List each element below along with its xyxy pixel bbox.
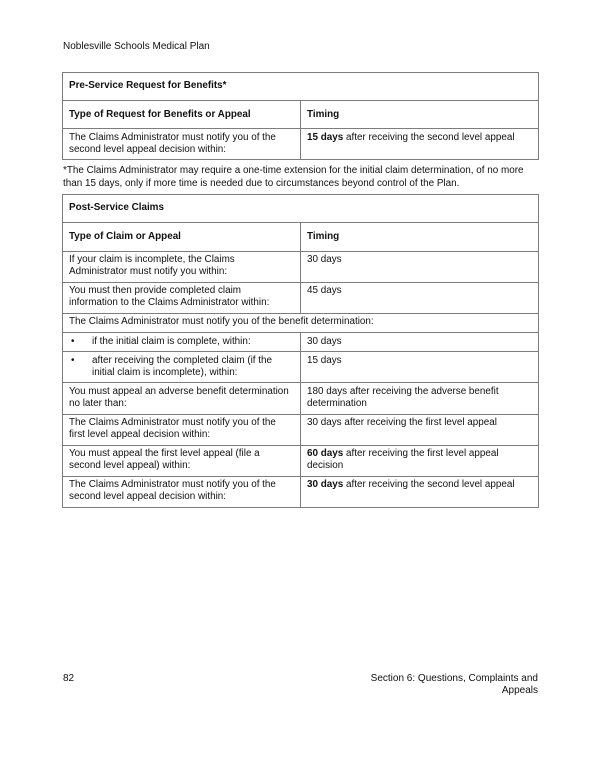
pre-service-table bbox=[62, 72, 539, 160]
timing-cell bbox=[301, 282, 539, 313]
timing-cell bbox=[301, 476, 539, 507]
table-row bbox=[63, 282, 539, 313]
row-label-cell: The Claims Administrator must notify you of the second level appeal decision within: bbox=[63, 129, 301, 160]
pre-service-table-title: Pre-Service Request for Benefits* bbox=[63, 73, 539, 101]
timing-rest-text: after receiving the first level appeal decision bbox=[307, 448, 499, 472]
timing-rest-text: 30 days after receiving the first level appeal bbox=[307, 417, 497, 428]
column-header-type: Type of Claim or Appeal bbox=[63, 223, 301, 251]
timing-rest-text: after receiving the second level appeal bbox=[343, 479, 515, 491]
row-label-cell: The Claims Administrator must notify you of the first level appeal decision within: bbox=[63, 414, 301, 445]
post-service-table bbox=[62, 194, 539, 508]
footer-section-line2: Appeals bbox=[501, 685, 538, 697]
column-header-type: Type of Request for Benefits or Appeal bbox=[63, 101, 301, 129]
table-title-row bbox=[63, 73, 539, 101]
timing-rest-text: after receiving the second level appeal bbox=[343, 131, 515, 143]
row-label-cell: You must appeal the first level appeal (file a second level appeal) within: bbox=[63, 445, 301, 476]
row-label-cell bbox=[63, 352, 301, 383]
timing-cell bbox=[301, 352, 539, 383]
timing-bold-text: 60 days bbox=[307, 448, 344, 460]
bullet-text: if the initial claim is complete, within: bbox=[92, 335, 251, 347]
bullet-line bbox=[71, 336, 294, 348]
table-row bbox=[63, 251, 539, 282]
bullet-text: after receiving the completed claim (if the initial claim is incomplete), within: bbox=[92, 354, 273, 378]
table-fullspan-row bbox=[63, 313, 539, 332]
table-header-row bbox=[63, 223, 539, 251]
bullet-marker: • bbox=[71, 354, 75, 366]
page-header-text: Noblesville Schools Medical Plan bbox=[63, 41, 210, 52]
table-bullet-row bbox=[63, 333, 539, 352]
timing-cell bbox=[301, 383, 539, 414]
bullet-line bbox=[71, 355, 294, 379]
page-body bbox=[62, 72, 538, 508]
timing-rest-text: 180 days after receiving the adverse benefit determination bbox=[307, 385, 499, 409]
table-row bbox=[63, 414, 539, 445]
timing-cell bbox=[301, 129, 539, 160]
timing-rest-text: 15 days bbox=[307, 354, 342, 366]
table-row bbox=[63, 476, 539, 507]
table-row bbox=[63, 129, 539, 160]
footer-section-title bbox=[371, 673, 538, 698]
timing-cell bbox=[301, 414, 539, 445]
table-title-row bbox=[63, 195, 539, 223]
timing-rest-text: 30 days bbox=[307, 335, 342, 347]
timing-cell bbox=[301, 251, 539, 282]
timing-rest-text: 45 days bbox=[307, 285, 342, 297]
row-label-cell bbox=[63, 333, 301, 352]
table-bullet-row bbox=[63, 352, 539, 383]
table-header-row bbox=[63, 101, 539, 129]
post-service-table-title: Post-Service Claims bbox=[63, 195, 539, 223]
footer-page-number: 82 bbox=[63, 673, 75, 684]
fullspan-label-cell: The Claims Administrator must notify you of the benefit determination: bbox=[63, 313, 539, 332]
timing-cell bbox=[301, 445, 539, 476]
table-row bbox=[63, 383, 539, 414]
row-label-cell: You must then provide completed claim information to the Claims Administrator within: bbox=[63, 282, 301, 313]
row-label-cell: The Claims Administrator must notify you of the second level appeal decision within: bbox=[63, 476, 301, 507]
timing-cell bbox=[301, 333, 539, 352]
row-label-cell: If your claim is incomplete, the Claims Administrator must notify you within: bbox=[63, 251, 301, 282]
timing-bold-text: 30 days bbox=[307, 479, 344, 491]
column-header-timing: Timing bbox=[301, 223, 539, 251]
timing-rest-text: 30 days bbox=[307, 254, 342, 266]
row-label-cell: You must appeal an adverse benefit determination no later than: bbox=[63, 383, 301, 414]
timing-bold-text: 15 days bbox=[307, 131, 344, 143]
footnote: *The Claims Administrator may require a one-time extension for the initial claim determination, of no more than 15 days, only if more time is needed due to circumstances beyond control of the Plan. bbox=[63, 165, 524, 189]
column-header-timing: Timing bbox=[301, 101, 539, 129]
footer-section-line1: Section 6: Questions, Complaints and bbox=[370, 673, 538, 684]
table-row bbox=[63, 445, 539, 476]
bullet-marker: • bbox=[71, 335, 75, 347]
